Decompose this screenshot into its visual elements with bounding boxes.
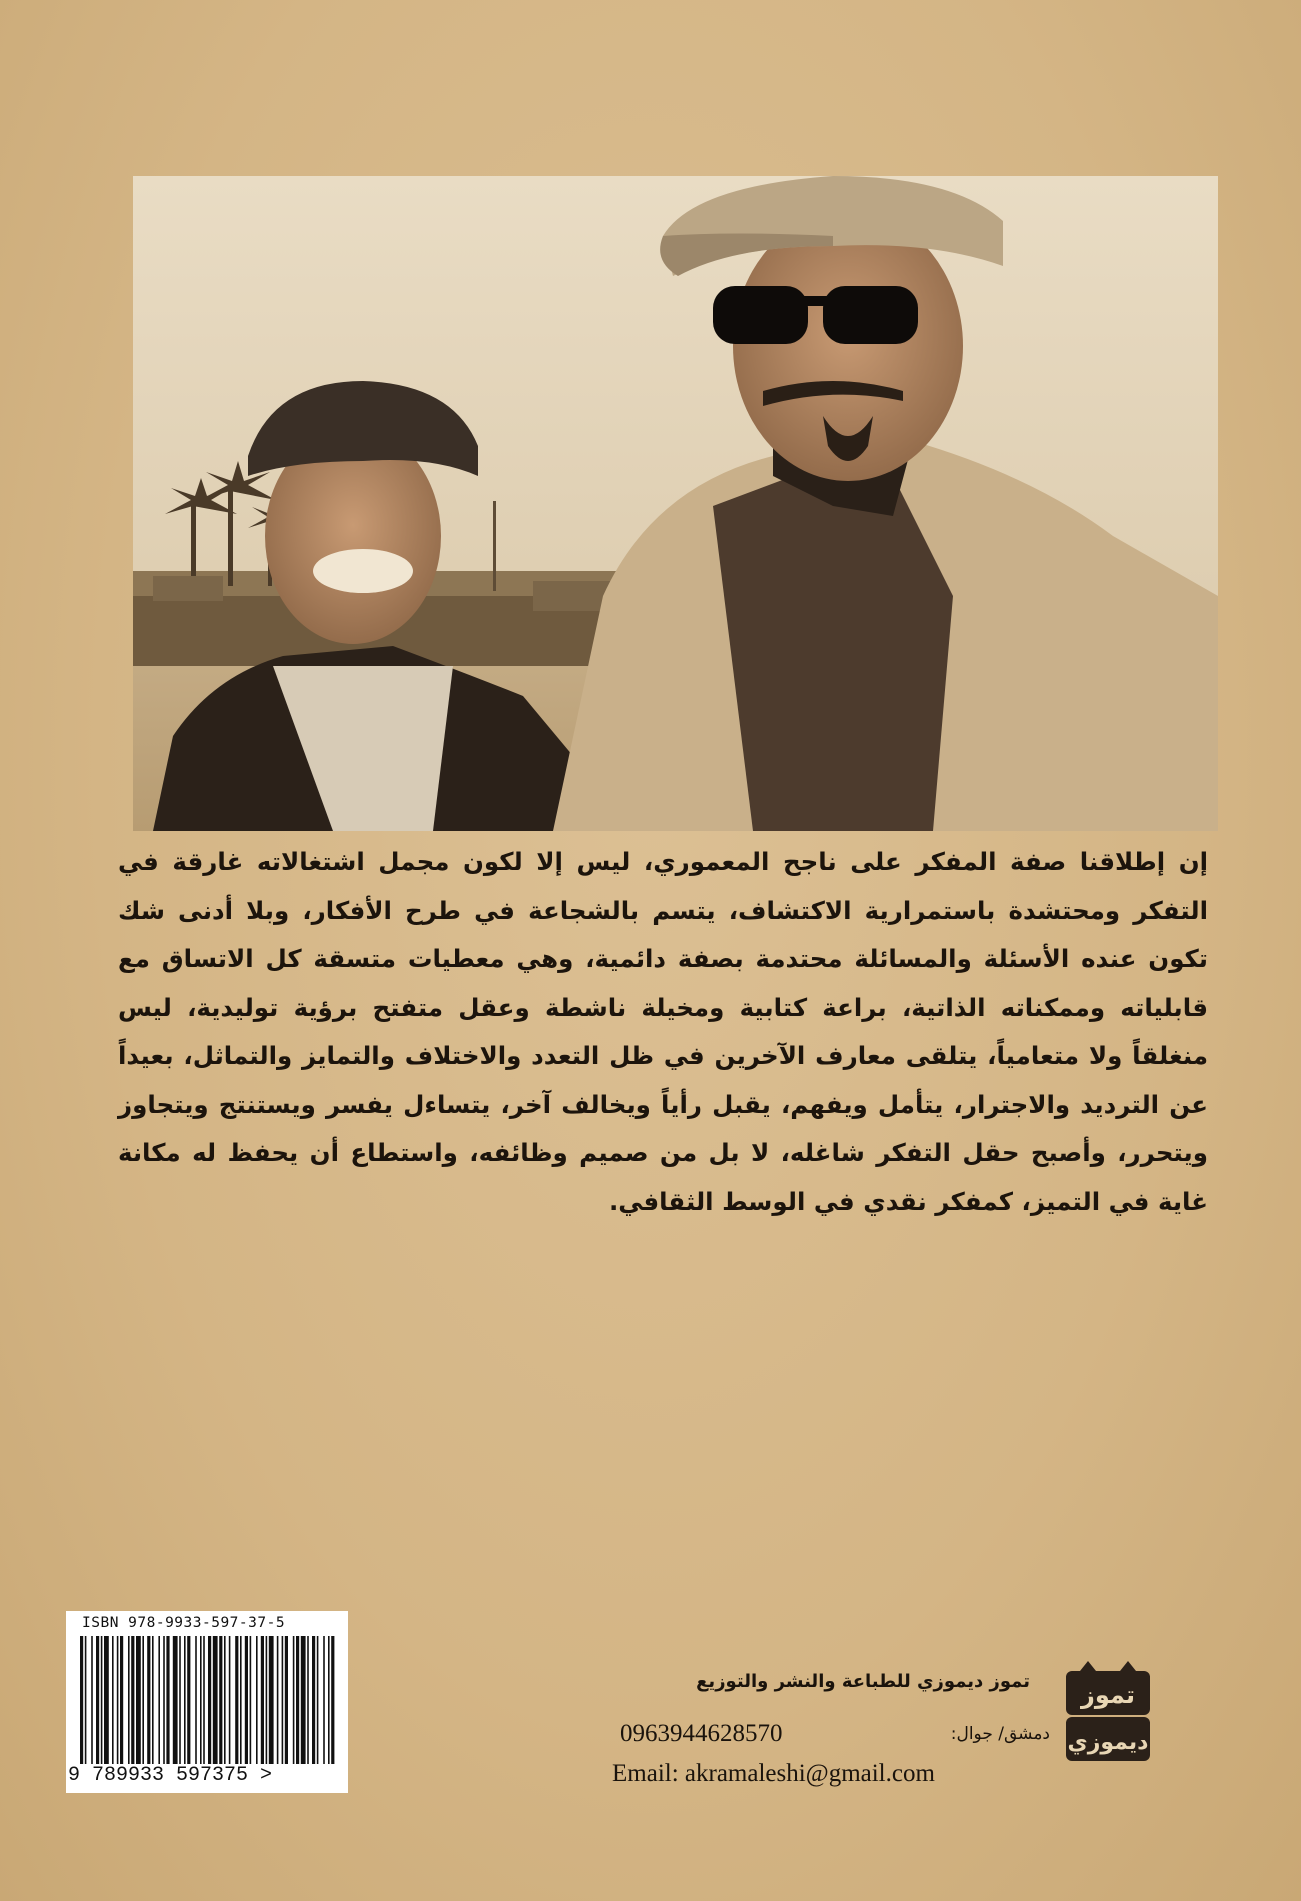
barcode-bar	[307, 1636, 309, 1764]
barcode-bar	[323, 1636, 325, 1764]
barcode-bar	[96, 1636, 99, 1764]
back-cover-blurb: إن إطلاقنا صفة المفكر على ناجح المعموري، ليس إلا لكون مجمل اشتغالاته غارقة في التفكر ومحتشدة باستمرارية الاكتشاف، يتسم بالشجاعة في طرح الأفكار، وبلا أدنى شك تكون عنده الأسئلة والمسائلة محتدمة بصفة دائمية، وهي معطيات متسقة كل الاتساق مع قابلياته وممكناته الذاتية، براعة كتابية ومخيلة ناشطة وعقل متفتح برؤية توليدية، ليس منغلقاً ولا متعامياً، يتلقى معارف الآخرين في ظل التعدد والاختلاف والتمايز والتماثل، بعيداً عن الترديد والاجترار، يتأمل ويفهم، يقبل رأياً ويخالف آخر، يتساءل يفسر ويستنتج ويتجاوز ويتحرر، وأصبح حقل التفكر شاغله، لا بل من صميم وظائفه، واستطاع أن يحفظ له مكانة غاية في التميز، كمفكر نقدي في الوسط الثقافي.	[118, 847, 1208, 1216]
barcode-bar	[282, 1636, 284, 1764]
barcode-bar	[269, 1636, 274, 1764]
barcode-bar	[91, 1636, 93, 1764]
barcode-bar	[328, 1636, 330, 1764]
barcode-bar	[85, 1636, 87, 1764]
publisher-phone: 0963944628570	[620, 1720, 783, 1747]
barcode-bar	[173, 1636, 178, 1764]
publisher-logo-line1: تموز	[1081, 1681, 1135, 1709]
barcode-bar	[301, 1636, 306, 1764]
barcode-bars	[80, 1636, 336, 1764]
barcode-bar	[219, 1636, 222, 1764]
barcode-bar	[128, 1636, 130, 1764]
barcode-bar	[240, 1636, 242, 1764]
publisher-name: تموز ديموزي للطباعة والنشر والتوزيع	[696, 1671, 1030, 1692]
barcode-bar	[277, 1636, 279, 1764]
publisher-email: Email: akramaleshi@gmail.com	[612, 1760, 935, 1787]
barcode-bar	[80, 1636, 83, 1764]
barcode-bar	[120, 1636, 123, 1764]
barcode-bar	[104, 1636, 109, 1764]
barcode-bar	[296, 1636, 299, 1764]
barcode-bar	[266, 1636, 268, 1764]
publisher-contact	[620, 1720, 1050, 1754]
barcode-bar	[166, 1636, 169, 1764]
barcode-bar	[229, 1636, 231, 1764]
barcode-bar	[261, 1636, 264, 1764]
barcode-digits: 9 789933 597375 >	[68, 1764, 273, 1787]
barcode-bar	[142, 1636, 144, 1764]
publisher-logo-line2: ديموزي	[1067, 1730, 1149, 1755]
publisher-city: دمشق/ جوال:	[950, 1724, 1050, 1744]
barcode-bar	[208, 1636, 211, 1764]
barcode-bar	[203, 1636, 205, 1764]
barcode-bar	[131, 1636, 134, 1764]
barcode-bar	[200, 1636, 202, 1764]
barcode-bar	[331, 1636, 334, 1764]
barcode-bar	[184, 1636, 186, 1764]
barcode-bar	[293, 1636, 295, 1764]
barcode-bar	[101, 1636, 103, 1764]
barcode-bar	[195, 1636, 197, 1764]
barcode-bar	[213, 1636, 218, 1764]
barcode-bar	[245, 1636, 248, 1764]
isbn-number: ISBN 978-9933-597-37-5	[82, 1615, 286, 1631]
barcode-bar	[224, 1636, 226, 1764]
barcode-bar	[158, 1636, 160, 1764]
author-photo	[133, 176, 1218, 831]
publisher-logo	[1060, 1657, 1156, 1767]
barcode-label	[66, 1611, 348, 1793]
barcode-bar	[187, 1636, 190, 1764]
barcode-bar	[117, 1636, 119, 1764]
barcode-bar	[250, 1636, 252, 1764]
barcode-bar	[179, 1636, 181, 1764]
barcode-bar	[235, 1636, 238, 1764]
barcode-bar	[147, 1636, 150, 1764]
barcode-bar	[256, 1636, 258, 1764]
barcode-bar	[317, 1636, 319, 1764]
barcode-bar	[312, 1636, 315, 1764]
barcode-bar	[136, 1636, 141, 1764]
barcode-bar	[112, 1636, 114, 1764]
barcode-bar	[152, 1636, 154, 1764]
barcode-bar	[285, 1636, 288, 1764]
barcode-bar	[163, 1636, 165, 1764]
